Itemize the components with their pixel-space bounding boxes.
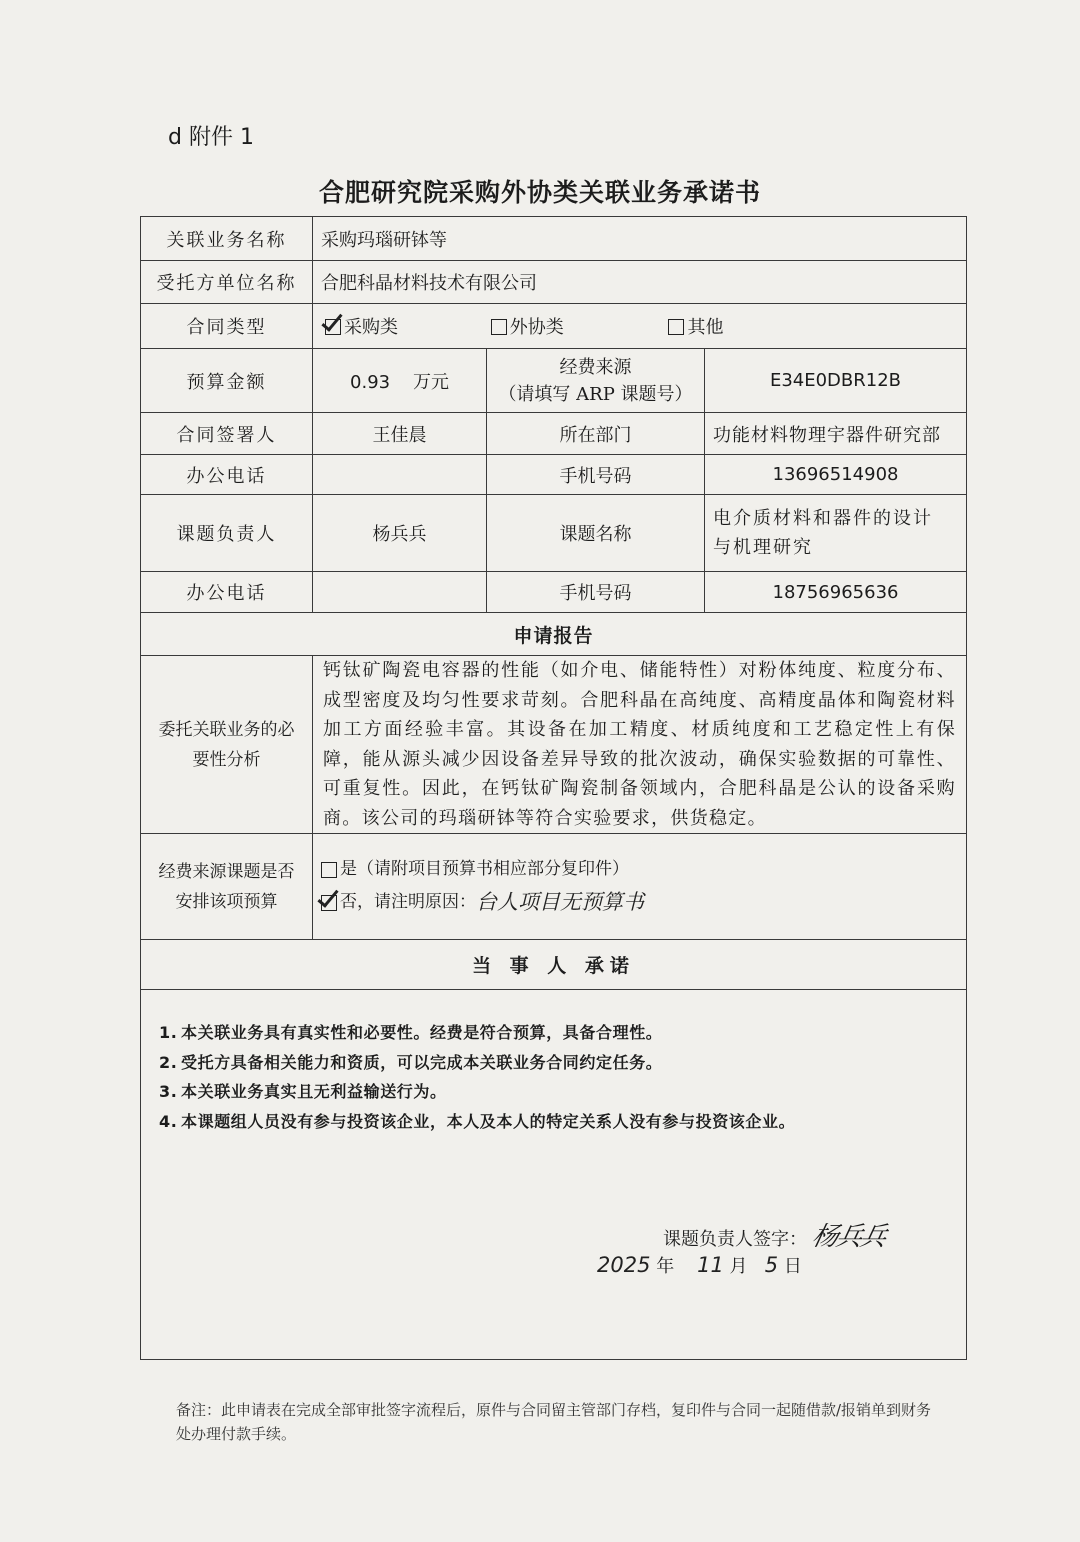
department-label: 所在部门: [487, 413, 705, 455]
row-budget: [141, 349, 967, 413]
row-entrusted-unit: [141, 261, 967, 304]
date-month: 11: [697, 1253, 724, 1277]
office-phone-label-2: 办公电话: [141, 572, 313, 613]
entrusted-unit-value: 合肥科晶材料技术有限公司: [313, 261, 967, 304]
budget-arranged-label: 经费来源课题是否 安排该项预算: [141, 834, 313, 940]
department-value: 功能材料物理宇器件研究部: [705, 413, 967, 455]
contract-type-purchase-checkbox[interactable]: 采购类: [325, 313, 485, 339]
footer-note: 备注：此申请表在完成全部审批签字流程后，原件与合同留主管部门存档，复印件与合同一起随借款/报销单到财务处办理付款手续。: [176, 1401, 932, 1443]
commitment-form-table: [140, 216, 967, 1360]
mobile-label-1: 手机号码: [487, 455, 705, 495]
contract-type-outsource-checkbox[interactable]: 外协类: [491, 313, 663, 339]
budget-value: 0.93: [350, 371, 391, 393]
office-phone-value-1: [313, 455, 487, 495]
row-promise-section: [141, 940, 967, 990]
project-name-value: 电介质材料和器件的设计 与机理研究: [705, 495, 967, 572]
checkbox-empty-icon: [321, 862, 337, 878]
pledge-list: [147, 990, 960, 1136]
row-contract-type: [141, 304, 967, 349]
fund-source-value: E34E0DBR12B: [705, 349, 967, 413]
entrusted-unit-label: 受托方单位名称: [141, 261, 313, 304]
budget-arranged-options: [313, 834, 967, 940]
contract-type-other-checkbox[interactable]: 其他: [668, 313, 723, 339]
checkbox-empty-icon: [491, 319, 507, 335]
business-name-value: 采购玛瑙研钵等: [313, 217, 967, 261]
row-phone-2: [141, 572, 967, 613]
signer-value: 王佳晨: [313, 413, 487, 455]
pledges-cell: [141, 990, 967, 1360]
date-year: 2025: [597, 1253, 651, 1277]
budget-yes-checkbox[interactable]: 是（请附项目预算书相应部分复印件）: [321, 854, 629, 884]
signature-line: [663, 1216, 888, 1253]
row-phone-1: [141, 455, 967, 495]
signature-handwritten: 杨兵兵: [809, 1222, 888, 1252]
business-name-label: 关联业务名称: [141, 217, 313, 261]
mobile-label-2: 手机号码: [487, 572, 705, 613]
office-phone-value-2: [313, 572, 487, 613]
budget-no-checkbox[interactable]: 否，请注明原因： 台人项目无预算书: [321, 887, 644, 917]
date-line: 2025 年 11 月 5 日: [597, 1253, 802, 1277]
promise-section-title: 当 事 人 承诺: [141, 940, 967, 990]
project-lead-value: 杨兵兵: [313, 495, 487, 572]
pledge-item: 2. 受托方具备相关能力和资质，可以完成本关联业务合同约定任务。: [159, 1052, 663, 1072]
row-pledges: [141, 990, 967, 1360]
checkbox-empty-icon: [668, 319, 684, 335]
project-name-label: 课题名称: [487, 495, 705, 572]
project-lead-label: 课题负责人: [141, 495, 313, 572]
pledge-item: 1. 本关联业务具有真实性和必要性。经费是符合预算，具备合理性。: [159, 1023, 663, 1042]
budget-label: 预算金额: [141, 349, 313, 413]
checkmark-icon: [321, 895, 337, 911]
office-phone-label-1: 办公电话: [141, 455, 313, 495]
document-title: 合肥研究院采购外协类关联业务承诺书: [318, 178, 761, 207]
checkmark-icon: [325, 319, 341, 335]
necessity-analysis-text: 钙钛矿陶瓷电容器的性能（如介电、储能特性）对粉体纯度、粒度分布、成型密度及均匀性要求苛刻。合肥科晶在高纯度、高精度晶体和陶瓷材料加工方面经验丰富。其设备在加工精度、材质纯度和工艺稳定性上有保障，能从源头减少因设备差异导致的批次波动，确保实验数据的可靠性、可重复性。因此，在钙钛矿陶瓷制备领域内，合肥科晶是公认的设备采购商。该公司的玛瑙研钵等符合实验要求，供货稳定。: [313, 656, 967, 834]
pledge-item: 3. 本关联业务真实且无利益输送行为。: [159, 1082, 447, 1101]
signature-label: 课题负责人签字：: [663, 1229, 807, 1250]
fund-source-label: 经费来源 （请填写 ARP 课题号）: [487, 349, 705, 413]
budget-cell: [313, 349, 487, 413]
mobile-value-1: 13696514908: [705, 455, 967, 495]
budget-no-reason-handwritten: 台人项目无预算书: [476, 889, 644, 914]
contract-type-options: [313, 304, 967, 349]
row-project-lead: [141, 495, 967, 572]
mobile-value-2: 18756965636: [705, 572, 967, 613]
date-day: 5: [764, 1253, 779, 1277]
necessity-label: 委托关联业务的必 要性分析: [141, 656, 313, 834]
row-application-section: [141, 613, 967, 656]
signer-label: 合同签署人: [141, 413, 313, 455]
attachment-label: d 附件 1: [168, 125, 254, 150]
row-budget-arranged: [141, 834, 967, 940]
application-section-title: 申请报告: [141, 613, 967, 656]
row-necessity: [141, 656, 967, 834]
row-business-name: [141, 217, 967, 261]
budget-unit: 万元: [412, 371, 449, 393]
pledge-item: 4. 本课题组人员没有参与投资该企业，本人及本人的特定关系人没有参与投资该企业。: [159, 1111, 796, 1131]
row-signer: [141, 413, 967, 455]
contract-type-label: 合同类型: [141, 304, 313, 349]
